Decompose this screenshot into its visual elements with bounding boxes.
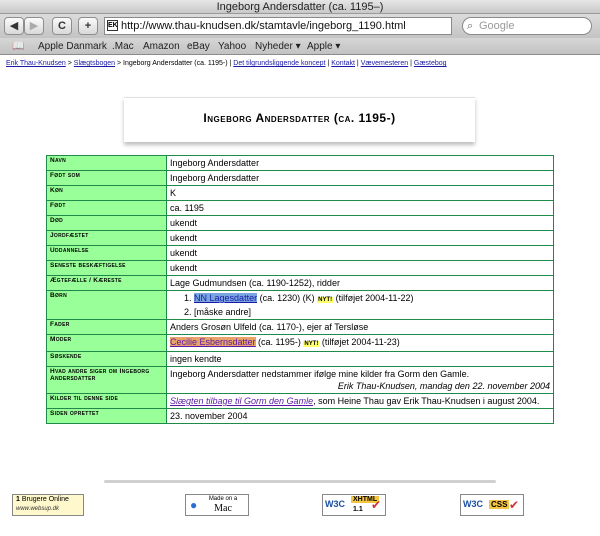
xhtml-valid-badge[interactable] — [322, 494, 386, 516]
checkmark-icon: ✔ — [371, 498, 382, 512]
row-label: Fader — [47, 320, 167, 335]
breadcrumb-sep: > — [65, 60, 74, 67]
table-row — [47, 246, 554, 261]
table-row — [47, 367, 554, 394]
row-label: Født som — [47, 171, 167, 186]
breadcrumb-home-link[interactable]: Erik Thau-Knudsen — [6, 60, 66, 67]
page-title: Ingeborg Andersdatter (ca. 1195-) — [124, 97, 475, 142]
mother-details: (ca. 1195-) — [255, 337, 304, 347]
row-value: ca. 1195 — [167, 201, 554, 216]
breadcrumb — [6, 60, 596, 67]
row-label: Moder — [47, 335, 167, 352]
child-added-date: (tilføjet 2004-11-22) — [333, 293, 414, 303]
table-row — [47, 216, 554, 231]
table-row — [47, 186, 554, 201]
row-label: Navn — [47, 156, 167, 171]
contact-link[interactable]: Kontakt — [331, 60, 355, 67]
row-value: ukendt — [167, 216, 554, 231]
bookmark-nyheder[interactable]: Nyheder ▾ — [255, 41, 301, 52]
child-link[interactable]: NN Lagesdatter — [194, 293, 258, 303]
bookmark-apple-danmark[interactable]: Apple Danmark — [38, 41, 107, 52]
search-input[interactable] — [462, 17, 592, 35]
bookmarks-bar — [0, 38, 600, 55]
row-value: ukendt — [167, 261, 554, 276]
source-details: , som Heine Thau gav Erik Thau-Knudsen i august 2004. — [313, 396, 540, 406]
row-label: Hvad andre siger om Ingeborg Andersdatter — [47, 367, 167, 394]
table-row — [47, 409, 554, 424]
xhtml-w3c: W3C — [325, 499, 345, 509]
person-info-table — [46, 155, 554, 424]
child-number: 1. — [184, 293, 192, 303]
search-placeholder: Google — [479, 20, 515, 32]
row-value: Ingeborg Andersdatter — [167, 156, 554, 171]
users-online-badge[interactable] — [12, 494, 84, 516]
bookmark-apple[interactable]: Apple ▾ — [307, 41, 341, 52]
css-valid-badge[interactable] — [460, 494, 524, 516]
forward-button[interactable]: ▶ — [24, 17, 44, 35]
row-value: 23. november 2004 — [167, 409, 554, 424]
table-row — [47, 156, 554, 171]
new-badge: NYT! — [318, 297, 333, 303]
bookmark-yahoo[interactable]: Yahoo — [218, 41, 247, 52]
users-site: www.websup.dk — [16, 506, 60, 512]
css-label: CSS — [491, 500, 508, 509]
back-button[interactable]: ◀ — [4, 17, 24, 35]
row-label: Født — [47, 201, 167, 216]
row-label: Ægtefælle / Kæreste — [47, 276, 167, 291]
quote-signature: Erik Thau-Knudsen, mandag den 22. november 2004 — [337, 381, 550, 391]
child-text: [måske andre] — [194, 307, 252, 317]
child-number: 2. — [184, 307, 192, 317]
row-label: Uddannelse — [47, 246, 167, 261]
concept-link[interactable]: Det tilgrundsliggende koncept — [233, 60, 326, 67]
child-details: (ca. 1230) (K) — [257, 293, 318, 303]
row-label: Død — [47, 216, 167, 231]
checkmark-icon: ✔ — [509, 498, 520, 512]
table-row — [47, 320, 554, 335]
webmaster-link[interactable]: Vævemesteren — [360, 60, 409, 67]
list-item — [170, 306, 550, 318]
row-value: Anders Grosøn Ulfeld (ca. 1170-), ejer af Tersløse — [167, 320, 554, 335]
row-value — [167, 367, 554, 394]
bookmark-ebay[interactable]: eBay — [187, 41, 210, 52]
row-value — [167, 394, 554, 409]
breadcrumb-sep: | — [408, 60, 414, 67]
mac-badge-line1: Made on a — [208, 496, 238, 502]
divider — [104, 480, 496, 483]
table-row — [47, 394, 554, 409]
table-row — [47, 291, 554, 320]
breadcrumb-current: > Ingeborg Andersdatter (ca. 1195-) | — [115, 60, 234, 67]
search-icon: ⌕ — [467, 20, 474, 32]
site-favicon-icon: EK — [108, 22, 118, 29]
row-label: Køn — [47, 186, 167, 201]
table-row — [47, 352, 554, 367]
bookmark-amazon[interactable]: Amazon — [143, 41, 180, 52]
mother-link[interactable]: Cecilie Esbernsdatter — [170, 337, 256, 347]
xhtml-label: XHTML — [353, 496, 378, 503]
table-row — [47, 261, 554, 276]
row-label: Børn — [47, 291, 167, 320]
mother-added-date: (tilføjet 2004-11-23) — [319, 337, 400, 347]
breadcrumb-book-link[interactable]: Slægtsbogen — [73, 60, 116, 67]
url-input[interactable] — [104, 17, 452, 35]
row-value: ukendt — [167, 231, 554, 246]
bookmarks-book-icon[interactable]: 📖 — [12, 41, 25, 52]
row-label: Søskende — [47, 352, 167, 367]
row-value: Ingeborg Andersdatter — [167, 171, 554, 186]
table-row — [47, 231, 554, 246]
window-title: Ingeborg Andersdatter (ca. 1195–) — [0, 0, 600, 14]
table-row — [47, 171, 554, 186]
row-label: Jordfæstet — [47, 231, 167, 246]
add-bookmark-button[interactable]: + — [78, 17, 98, 35]
row-label: Seneste beskæftigelse — [47, 261, 167, 276]
quote-text: Ingeborg Andersdatter nedstammer ifølge mine kilder fra Gorm den Gamle. — [170, 369, 470, 379]
row-value: Lage Gudmundsen (ca. 1190-1252), ridder — [167, 276, 554, 291]
source-link[interactable]: Slægten tilbage til Gorm den Gamle — [170, 396, 314, 406]
mac-badge-line2: Mac — [214, 503, 232, 514]
url-text: http://www.thau-knudsen.dk/stamtavle/ingeborg_1190.html — [121, 20, 406, 32]
apple-logo-icon: ● — [190, 498, 198, 512]
browser-toolbar — [0, 14, 600, 38]
css-w3c: W3C — [463, 499, 483, 509]
guestbook-link[interactable]: Gæstebog — [413, 60, 447, 67]
new-badge: NYT! — [304, 341, 319, 347]
list-item — [170, 292, 550, 306]
table-row — [47, 335, 554, 352]
row-value — [167, 335, 554, 352]
bookmark-mac[interactable]: .Mac — [112, 41, 134, 52]
children-list — [167, 291, 554, 320]
row-value: ingen kendte — [167, 352, 554, 367]
users-count: 1 — [16, 496, 20, 503]
reload-button[interactable]: C — [52, 17, 72, 35]
row-label: Siden oprettet — [47, 409, 167, 424]
table-row — [47, 201, 554, 216]
breadcrumb-sep: | — [354, 60, 361, 67]
users-label: Brugere Online — [21, 496, 69, 503]
row-value: ukendt — [167, 246, 554, 261]
breadcrumb-sep: | — [325, 60, 332, 67]
row-value: K — [167, 186, 554, 201]
row-label: Kilder til denne side — [47, 394, 167, 409]
made-on-mac-badge[interactable] — [185, 494, 249, 516]
table-row — [47, 276, 554, 291]
xhtml-version: 1.1 — [353, 506, 363, 513]
